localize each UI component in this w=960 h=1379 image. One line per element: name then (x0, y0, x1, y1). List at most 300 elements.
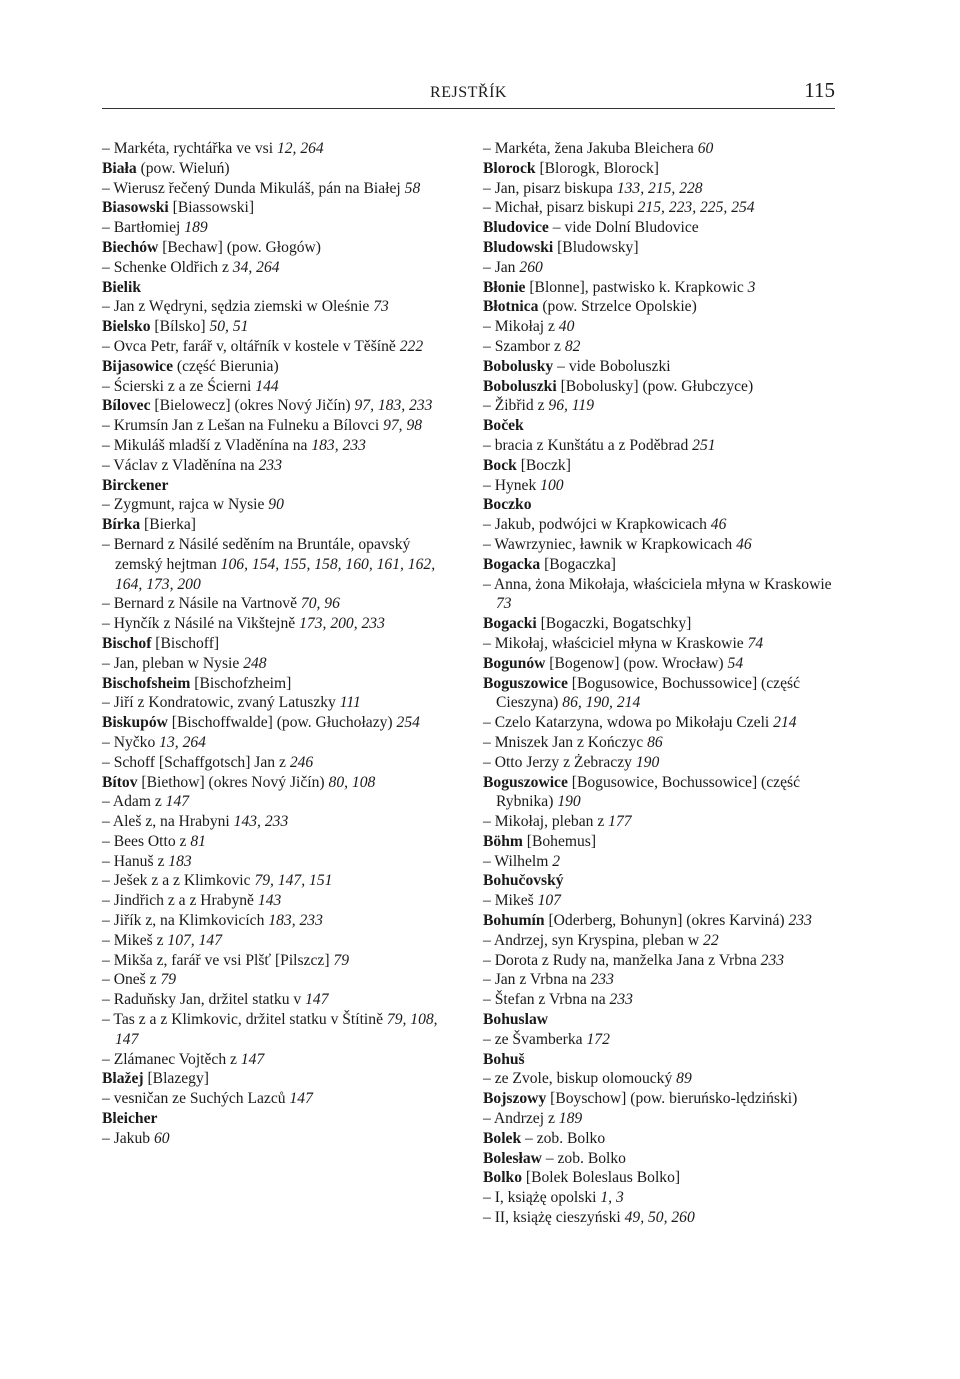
entry-text: – Jan z Vrbna na (483, 971, 591, 989)
page-references: 251 (692, 436, 716, 454)
page-references: 96, 119 (548, 397, 595, 415)
index-entry-heading (483, 218, 838, 238)
index-subentry (483, 891, 838, 911)
index-subentry (102, 258, 457, 278)
entry-headword: Böhm (483, 832, 523, 850)
entry-text: – Ovca Petr, farář v, oltářník v kostele v Těšíně (102, 337, 400, 355)
page-references: 215, 223, 225, 254 (637, 199, 755, 217)
page-references: 86, 190, 214 (562, 694, 641, 712)
entry-text: – Aleš z, na Hrabyni (102, 813, 234, 831)
entry-text: [Bogaczka] (540, 555, 616, 573)
index-entry-heading (102, 1109, 457, 1129)
entry-text: [Boczk] (516, 456, 571, 474)
entry-text: – Jan z Wędryni, sędzia ziemski w Oleśnie (102, 298, 374, 316)
index-subentry (102, 377, 457, 397)
page-references: 147 (240, 1050, 265, 1068)
entry-headword: Bogacka (483, 555, 541, 573)
entry-headword: Bielsko (102, 318, 151, 336)
index-entry-heading (483, 1168, 838, 1188)
page-references: 34, 264 (232, 258, 280, 276)
index-entry-heading (483, 773, 838, 813)
page-references: 100 (540, 476, 564, 494)
page-references: 183, 233 (311, 436, 366, 454)
page-references: 70, 96 (300, 595, 340, 613)
entry-headword: Bolek (483, 1129, 522, 1147)
entry-text: – Markéta, žena Jakuba Bleichera (483, 140, 698, 157)
entry-text: [Oderberg, Bohunyn] (okres Karviná) (544, 912, 789, 930)
index-subentry (483, 1188, 838, 1208)
entry-text: – bracia z Kunštátu a z Poděbrad (483, 436, 693, 454)
entry-text: [Bohemus] (522, 832, 597, 850)
page-references: 233 (590, 971, 614, 989)
entry-text: [Bogenow] (pow. Wrocław) (545, 654, 728, 672)
page-references: 49, 50, 260 (624, 1209, 695, 1227)
page-references: 246 (289, 753, 314, 771)
index-subentry (102, 1050, 457, 1070)
index-column-left (102, 139, 457, 1149)
entry-headword: Bohučovský (483, 872, 564, 890)
index-subentry (483, 1030, 838, 1050)
entry-headword: Boček (483, 417, 524, 435)
page-references: 3 (747, 278, 756, 296)
index-subentry (483, 436, 838, 456)
page-references: 22 (703, 931, 719, 949)
page-references: 46 (710, 516, 727, 534)
entry-headword: Boczko (483, 496, 532, 514)
running-title: REJSTŘÍK (430, 84, 507, 101)
entry-text: [Biassowski] (168, 199, 255, 217)
entry-text: – Anna, żona Mikołaja, właściciela młyna w Kraskowie (483, 575, 832, 593)
entry-headword: Boguszowice (483, 674, 568, 692)
entry-headword: Bock (483, 456, 517, 474)
index-subentry (483, 634, 838, 654)
page-references: 74 (747, 634, 764, 652)
entry-text: – Mikša z, farář ve vsi Plšť [Pilszcz] (102, 951, 334, 969)
entry-text: – Hynek (483, 476, 541, 494)
index-column-right (483, 139, 838, 1228)
index-entry-heading (102, 713, 457, 733)
entry-text: [Biethow] (okres Nový Jičín) (137, 773, 329, 791)
page-references: 90 (268, 496, 284, 514)
entry-headword: Bludowski (483, 238, 554, 256)
index-entry-heading (483, 555, 838, 575)
page-references: 177 (608, 813, 632, 831)
entry-text: – ze Švamberka (483, 1030, 587, 1048)
entry-text: – Štefan z Vrbna na (483, 991, 610, 1009)
page-references: 73 (496, 595, 512, 613)
index-subentry (483, 733, 838, 753)
index-subentry (483, 476, 838, 496)
index-entry-heading (102, 396, 457, 416)
entry-headword: Bielik (102, 278, 141, 296)
index-entry-heading (102, 238, 457, 258)
entry-text: – Raduňsky Jan, držitel statku v (102, 991, 306, 1009)
entry-text: – Adam z (102, 793, 166, 811)
page-references: 248 (243, 654, 267, 672)
index-entry-heading (483, 297, 838, 317)
index-entry-heading (483, 1089, 838, 1109)
index-subentry (102, 990, 457, 1010)
page-references: 82 (564, 337, 581, 355)
entry-text: – Hanuš z (102, 852, 169, 870)
entry-text: – Andrzej z (483, 1110, 559, 1128)
index-entry-heading (102, 198, 457, 218)
entry-text: – Czelo Katarzyna, wdowa po Mikołaju Czeli (483, 714, 774, 732)
page-references: 40 (558, 318, 575, 336)
page-references: 190 (635, 753, 660, 771)
entry-text: [Bílsko] (150, 318, 210, 336)
page-references: 233 (760, 951, 785, 969)
index-subentry (102, 654, 457, 674)
index-entry-heading (483, 357, 838, 377)
entry-text: – Zygmunt, rajca w Nysie (102, 496, 269, 514)
entry-headword: Bílovec (102, 397, 151, 415)
entry-text: – Wawrzyniec, ławnik w Krapkowicach (483, 535, 737, 553)
page-references: 147 (289, 1090, 313, 1108)
index-subentry (483, 575, 838, 615)
index-subentry (483, 713, 838, 733)
entry-text: – Krumsín Jan z Lešan na Fulneku a Bílovci (102, 417, 384, 435)
entry-text: [Blazegy] (143, 1070, 209, 1088)
entry-text: [Bischofzheim] (190, 674, 292, 692)
index-subentry (102, 139, 457, 159)
entry-text: – Wilhelm (483, 852, 553, 870)
index-entry-heading (483, 456, 838, 476)
entry-text: – Michał, pisarz biskupi (483, 199, 638, 217)
page-references: 1, 3 (600, 1189, 624, 1207)
index-entry-heading (483, 832, 838, 852)
page-references: 144 (255, 377, 279, 395)
entry-text: – Szambor z (483, 337, 565, 355)
page-references: 172 (586, 1030, 610, 1048)
entry-text: – Václav z Vladěnína na (102, 456, 259, 474)
index-subentry (102, 436, 457, 456)
page-references: 111 (339, 694, 361, 712)
entry-text: – zob. Bolko (521, 1129, 606, 1147)
index-subentry (102, 911, 457, 931)
entry-headword: Boguszowice (483, 773, 568, 791)
index-entry-heading (483, 1129, 838, 1149)
entry-headword: Biasowski (102, 199, 169, 217)
entry-headword: Bludovice (483, 219, 549, 237)
index-entry-heading (102, 357, 457, 377)
entry-headword: Blažej (102, 1070, 144, 1088)
index-subentry (483, 852, 838, 872)
entry-text: – Jan, pisarz biskupa (483, 179, 617, 197)
page-references: 80, 108 (328, 773, 376, 791)
index-entry-heading (483, 416, 838, 436)
entry-text: – Jakub (102, 1129, 154, 1147)
index-entry-heading (102, 1069, 457, 1089)
index-subentry (483, 139, 838, 159)
page-references: 254 (396, 714, 420, 732)
entry-text: – Mikuláš mladší z Vladěnína na (102, 436, 312, 454)
page-references: 183 (168, 852, 192, 870)
index-subentry (483, 753, 838, 773)
entry-text: [Bludowsky] (553, 238, 639, 256)
entry-text: – Ścierski z a ze Ścierni (102, 377, 256, 395)
index-subentry (483, 317, 838, 337)
entry-text: – Ješek z a z Klimkovic (102, 872, 255, 890)
page-references: 190 (557, 793, 581, 811)
index-entry-heading (483, 1149, 838, 1169)
index-entry-heading (483, 1010, 838, 1030)
index-subentry (102, 337, 457, 357)
entry-headword: Bleicher (102, 1110, 158, 1128)
entry-text: [Bolek Boleslaus Bolko] (522, 1169, 681, 1187)
index-subentry (102, 852, 457, 872)
page-references: 143 (257, 892, 282, 910)
page-references: 214 (773, 714, 797, 732)
index-subentry (102, 179, 457, 199)
entry-headword: Biskupów (102, 714, 168, 732)
index-entry-heading (102, 159, 457, 179)
index-subentry (102, 792, 457, 812)
entry-text: [Boyschow] (pow. bieruńsko-lędziński) (546, 1090, 798, 1108)
index-subentry (102, 970, 457, 990)
entry-text: – vide Dolní Bludovice (548, 219, 699, 237)
index-entry-heading (102, 634, 457, 654)
entry-text: – Žibřid z (483, 397, 549, 415)
entry-headword: Bírka (102, 516, 141, 534)
entry-text: [Blonne], pastwisko k. Krapkowic (525, 278, 748, 296)
page-references: 58 (404, 179, 421, 197)
entry-text: – Oneš z (102, 971, 161, 989)
index-entry-heading (483, 159, 838, 179)
page-references: 12, 264 (276, 140, 324, 157)
entry-headword: Błonie (483, 278, 526, 296)
page-references: 97, 98 (383, 417, 423, 435)
entry-headword: Bojszowy (483, 1090, 547, 1108)
page-references: 81 (190, 832, 206, 850)
entry-text: [Bogusowice, Bochussowice] (część Rybnika) (496, 773, 800, 811)
index-subentry (102, 297, 457, 317)
page-references: 233 (609, 991, 633, 1009)
entry-text: – Zlámanec Vojtěch z (102, 1050, 241, 1068)
index-subentry (102, 931, 457, 951)
page-references: 233 (258, 456, 282, 474)
index-subentry (102, 1089, 457, 1109)
index-entry-heading (483, 674, 838, 714)
entry-text: – Mikołaj, właściciel młyna w Kraskowie (483, 634, 748, 652)
entry-text: – Mniszek Jan z Kończyc (483, 733, 648, 751)
entry-text: – Bernard z Násile na Vartnově (102, 595, 301, 613)
page-references: 50, 51 (209, 318, 249, 336)
index-subentry (483, 1208, 838, 1228)
index-entry-heading (102, 476, 457, 496)
index-subentry (483, 258, 838, 278)
index-subentry (483, 1109, 838, 1129)
entry-text: (pow. Strzelce Opolskie) (538, 298, 697, 316)
entry-headword: Bohuslaw (483, 1011, 549, 1029)
index-subentry (102, 1129, 457, 1149)
index-subentry (483, 812, 838, 832)
index-entry-heading (483, 495, 838, 515)
index-entry-heading (483, 654, 838, 674)
entry-text: – Jindřich z a z Hrabyně (102, 892, 258, 910)
entry-text: – Wierusz řečený Dunda Mikuláš, pán na Białej (102, 179, 405, 197)
page-references: 46 (736, 535, 752, 553)
entry-text: – Mikołaj z (483, 318, 559, 336)
index-subentry (102, 733, 457, 753)
index-subentry (483, 337, 838, 357)
page-references: 79, 108, 147 (115, 1011, 438, 1048)
entry-text: – Hynčík z Násilé na Vikštejně (102, 615, 300, 633)
entry-text: – Andrzej, syn Kryspina, pleban w (483, 931, 704, 949)
page-references: 60 (153, 1129, 170, 1147)
page-references: 147 (305, 991, 329, 1009)
entry-text: [Bogaczki, Bogatschky] (536, 615, 692, 633)
index-entry-heading (102, 773, 457, 793)
index-subentry (483, 1069, 838, 1089)
index-entry-heading (102, 515, 457, 535)
entry-headword: Birckener (102, 476, 169, 494)
index-subentry (102, 891, 457, 911)
index-subentry (102, 416, 457, 436)
page-references: 2 (552, 852, 561, 870)
entry-text: – Schoff [Schaffgotsch] Jan z (102, 753, 290, 771)
entry-headword: Bítov (102, 773, 138, 791)
entry-text: – Jiří z Kondratowic, zvaný Latuszky (102, 694, 340, 712)
entry-text: – Bartłomiej (102, 219, 185, 237)
entry-text: – Jan (483, 258, 520, 276)
index-subentry (483, 931, 838, 951)
entry-headword: Boboluszki (483, 377, 557, 395)
entry-text: [Bogusowice, Bochussowice] (część Cieszyna) (496, 674, 800, 712)
index-subentry (483, 951, 838, 971)
entry-headword: Biechów (102, 238, 159, 256)
index-subentry (102, 812, 457, 832)
page-references: 147 (165, 793, 190, 811)
entry-text: – Mikołaj, pleban z (483, 813, 609, 831)
entry-headword: Biała (102, 159, 137, 177)
index-subentry (102, 693, 457, 713)
entry-headword: Bobolusky (483, 357, 554, 375)
entry-text: [Bielowecz] (okres Nový Jičín) (150, 397, 355, 415)
index-subentry (102, 614, 457, 634)
entry-text: – vesničan ze Suchých Lazců (102, 1090, 290, 1108)
index-subentry (102, 832, 457, 852)
entry-text: – Nyčko (102, 733, 160, 751)
page-references: 97, 183, 233 (354, 397, 433, 415)
index-subentry (483, 970, 838, 990)
entry-text: (pow. Wieluń) (136, 159, 230, 177)
entry-text: – Bernard z Násilé seděním na Bruntále, opavský zemský hejtman (102, 535, 411, 573)
entry-headword: Bogacki (483, 615, 537, 633)
index-entry-heading (483, 278, 838, 298)
index-entry-heading (483, 238, 838, 258)
entry-text: [Bobolusky] (pow. Głubczyce) (556, 377, 754, 395)
entry-text: [Bechaw] (pow. Głogów) (158, 238, 321, 256)
entry-text: – Jiřík z, na Klimkovicích (102, 912, 269, 930)
index-subentry (102, 871, 457, 891)
entry-headword: Bogunów (483, 654, 546, 672)
entry-headword: Blorock (483, 159, 536, 177)
entry-text: – Tas z a z Klimkovic, držitel statku v Štítině (102, 1011, 387, 1029)
entry-text: [Blorogk, Blorock] (535, 159, 659, 177)
entry-text: – Otto Jerzy z Żebraczy (483, 753, 636, 771)
page-references: 106, 154, 155, 158, 160, 161, 162, 164, 173, 200 (115, 555, 436, 593)
entry-text: – Jan, pleban w Nysie (102, 654, 244, 672)
index-subentry (102, 456, 457, 476)
page-references: 133, 215, 228 (616, 179, 703, 197)
page-references: 107, 147 (167, 931, 222, 949)
page-references: 260 (519, 258, 543, 276)
index-subentry (483, 198, 838, 218)
entry-text: – zob. Bolko (541, 1149, 626, 1167)
entry-headword: Bolko (483, 1169, 522, 1187)
entry-headword: Bohumín (483, 912, 545, 930)
entry-text: – Jakub, podwójci w Krapkowicach (483, 516, 711, 534)
page-references: 89 (676, 1070, 692, 1088)
index-subentry (102, 495, 457, 515)
page-number: 115 (804, 78, 835, 102)
index-subentry (483, 535, 838, 555)
entry-text: – Mikeš (483, 892, 538, 910)
entry-text: – II, książę cieszyński (483, 1209, 625, 1227)
page-references: 189 (184, 219, 208, 237)
entry-text: – ze Zvole, biskup olomoucký (483, 1070, 677, 1088)
index-subentry (102, 535, 457, 594)
index-entry-heading (102, 674, 457, 694)
entry-text: – I, książę opolski (483, 1189, 601, 1207)
page-references: 233 (788, 912, 812, 930)
entry-headword: Bohuš (483, 1050, 525, 1068)
index-subentry (102, 1010, 457, 1050)
index-entry-heading (483, 614, 838, 634)
page-references: 222 (399, 337, 424, 355)
page-references: 79 (160, 971, 177, 989)
index-subentry (483, 515, 838, 535)
entry-text: – Bees Otto z (102, 832, 191, 850)
entry-headword: Bischof (102, 634, 152, 652)
entry-text: – vide Boboluszki (553, 357, 671, 375)
entry-text: – Markéta, rychtářka ve vsi (102, 140, 277, 157)
index-subentry (102, 594, 457, 614)
page-references: 86 (647, 733, 663, 751)
running-header (102, 78, 835, 109)
page-references: 79 (333, 951, 350, 969)
index-entry-heading (483, 377, 838, 397)
page-references: 173, 200, 233 (299, 615, 385, 633)
entry-text: [Bischoffwalde] (pow. Głuchołazy) (167, 714, 397, 732)
entry-text: (część Bierunia) (173, 357, 279, 375)
index-subentry (483, 990, 838, 1010)
index-entry-heading (102, 278, 457, 298)
entry-text: [Bischoff] (151, 634, 220, 652)
page-references: 143, 233 (233, 813, 289, 831)
entry-headword: Bijasowice (102, 357, 174, 375)
page-references: 183, 233 (268, 912, 323, 930)
entry-text: – Schenke Oldřich z (102, 258, 233, 276)
page-references: 73 (373, 298, 389, 316)
index-subentry (483, 396, 838, 416)
page-references: 54 (727, 654, 744, 672)
page-references: 189 (558, 1110, 583, 1128)
index-entry-heading (102, 317, 457, 337)
index-subentry (483, 179, 838, 199)
entry-headword: Bischofsheim (102, 674, 191, 692)
index-subentry (102, 753, 457, 773)
index-entry-heading (483, 1050, 838, 1070)
page-references: 60 (697, 140, 714, 157)
entry-text: – Dorota z Rudy na, manželka Jana z Vrbna (483, 951, 761, 969)
index-entry-heading (483, 871, 838, 891)
index-subentry (102, 951, 457, 971)
index-subentry (102, 218, 457, 238)
entry-headword: Bolesław (483, 1149, 542, 1167)
entry-text: [Bierka] (140, 516, 196, 534)
